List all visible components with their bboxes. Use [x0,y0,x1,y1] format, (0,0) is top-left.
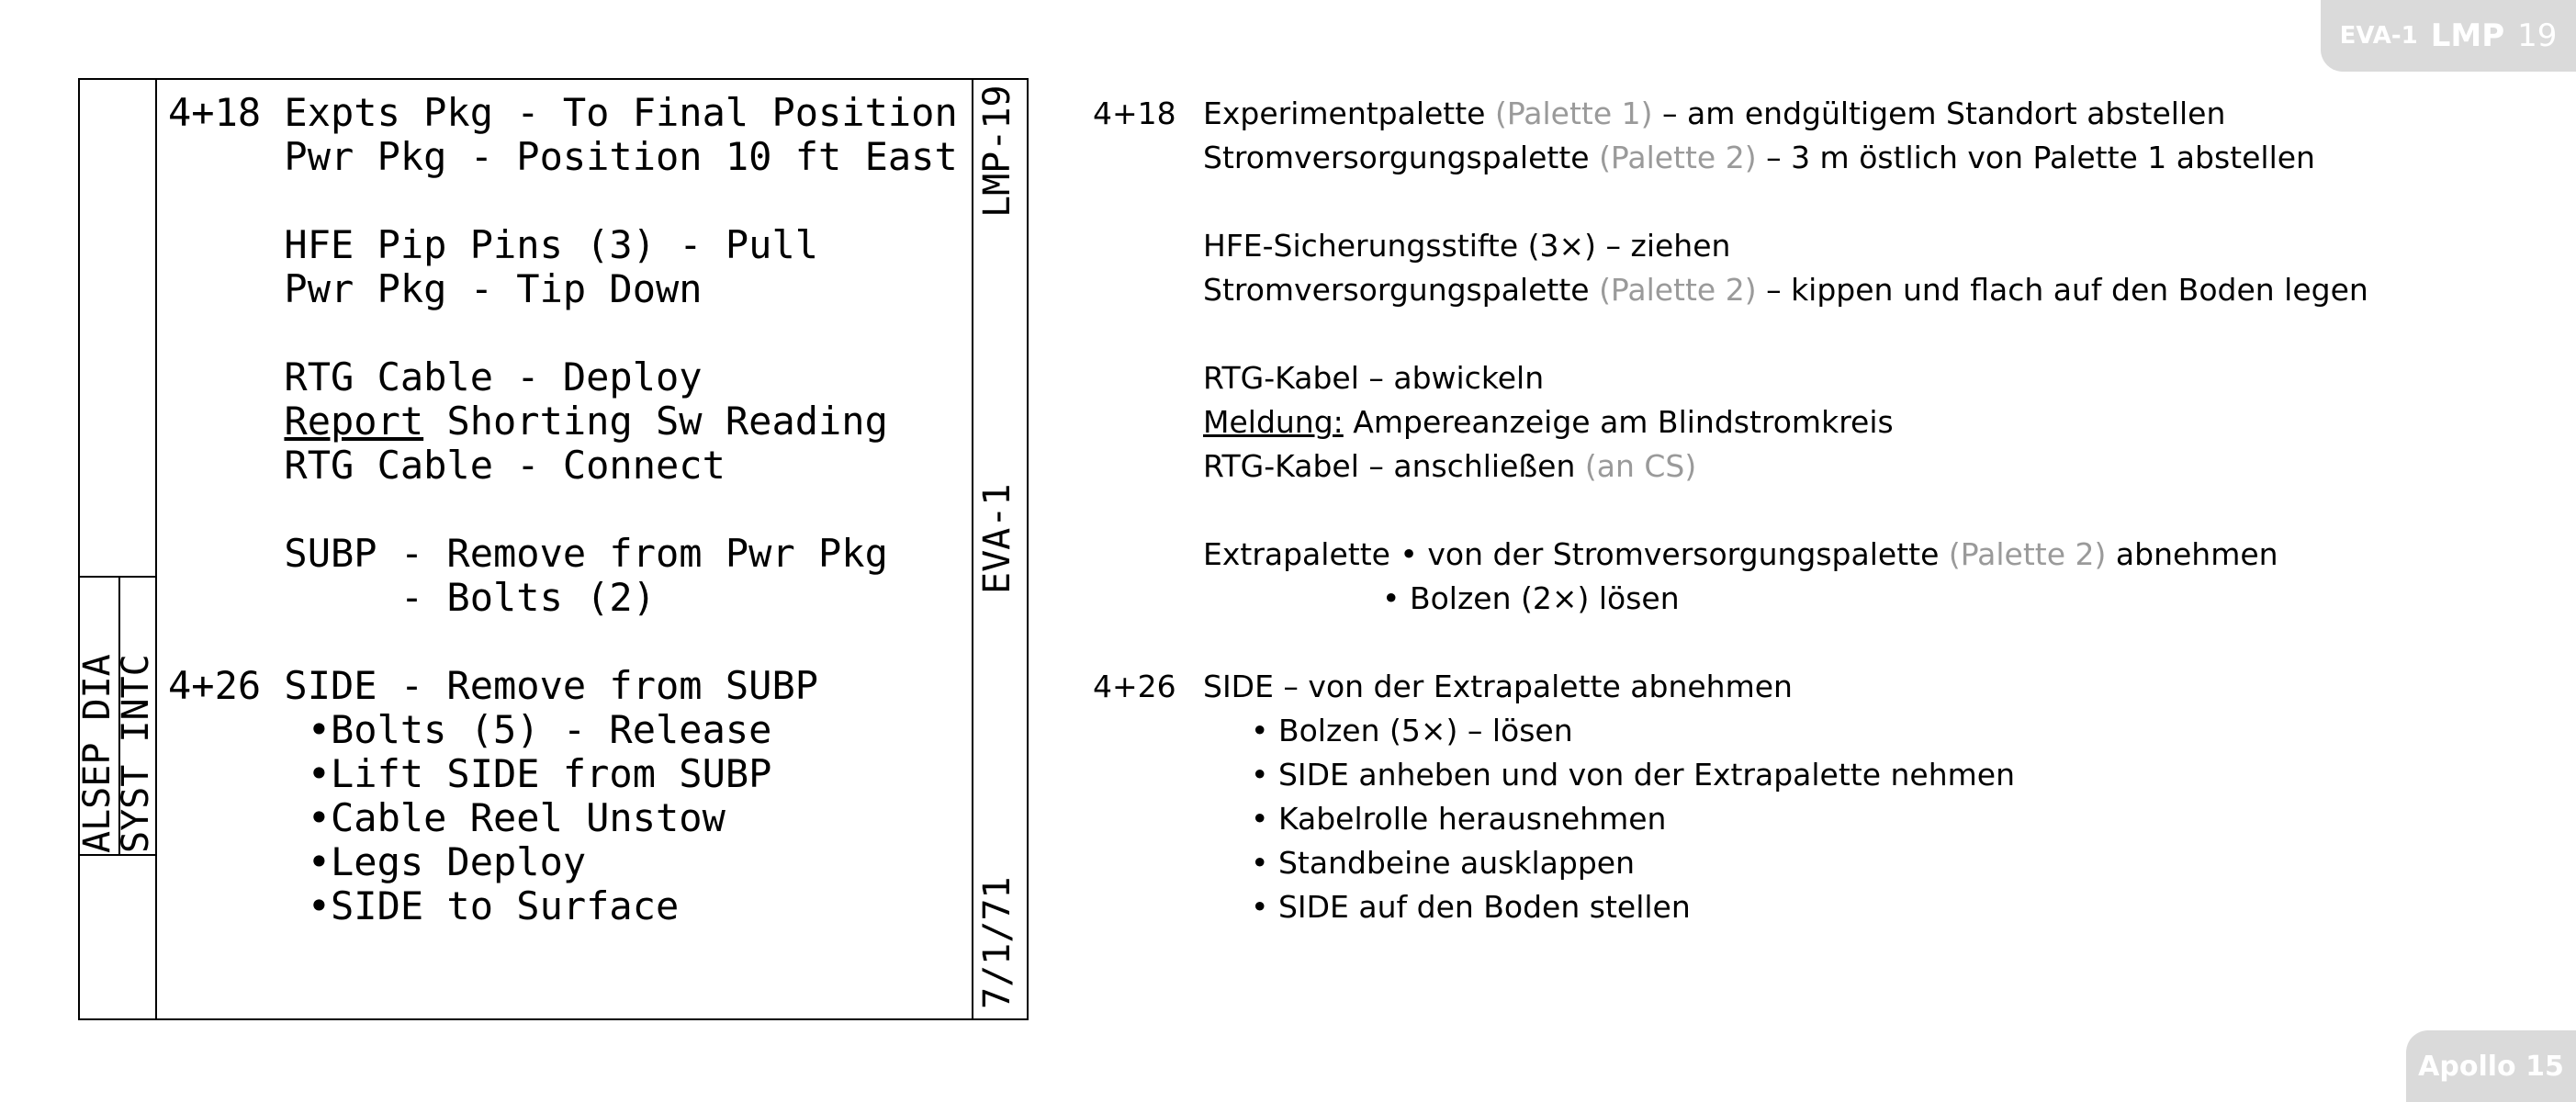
trans-text: • Bolzen (5×) – lösen [1251,713,1573,748]
trans-text: – kippen und flach auf den Boden legen [1756,272,2368,308]
checklist-line: RTG Cable - Connect [168,443,726,488]
checklist-body [168,91,961,928]
checklist-line: Pwr Pkg - Tip Down [168,266,703,311]
card-eva-id: EVA-1 [976,483,1018,594]
tab-label-line1: ALSEP DIA [76,654,118,853]
trans-row [1093,136,2368,180]
section-label: EVA-1 [2339,22,2418,50]
trans-text: – 3 m östlich von Palette 1 abstellen [1756,140,2315,175]
checklist-line: RTG Cable - Deploy [168,354,703,399]
checklist-line: HFE Pip Pins (3) - Pull [168,222,819,267]
trans-text: – am endgültigem Standort abstellen [1652,96,2226,131]
checklist-line: 4+18 Expts Pkg - To Final Position [168,90,958,135]
trans-row [1093,400,2368,444]
trans-text: HFE-Sicherungsstifte (3×) – ziehen [1203,228,1731,264]
checklist-line: •Legs Deploy [168,839,587,884]
tab-label-line2: SYST INTC [115,654,157,853]
trans-text: abnehmen [2106,536,2278,572]
checklist-line [168,488,961,532]
trans-row [1093,797,2368,841]
checklist-line: •SIDE to Surface [168,883,680,928]
trans-text: • Kabelrolle herausnehmen [1251,801,1667,837]
trans-text: • Bolzen (2×) lösen [1382,580,1680,616]
trans-text: Stromversorgungspalette [1203,272,1600,308]
checklist-line [168,620,961,664]
checklist-card [78,78,1029,1020]
crew-label: LMP [2430,17,2505,54]
card-date: 7/1/71 [976,876,1018,1009]
trans-text: • SIDE auf den Boden stellen [1251,889,1691,925]
checklist-line [168,311,961,355]
trans-row [1093,92,2368,136]
trans-row [1093,533,2368,577]
trans-row [1093,444,2368,489]
mission-tag: Apollo 15 [2406,1030,2576,1102]
trans-row [1093,885,2368,929]
trans-note: (Palette 1) [1494,96,1653,131]
alsep-tab [76,576,157,856]
checklist-line: •Lift SIDE from SUBP [168,751,772,796]
page-header-tag [2321,0,2576,72]
trans-row [1093,224,2368,268]
trans-text: Experimentpalette [1203,96,1495,131]
german-translation [1093,92,2368,929]
card-right-margin [972,80,1027,1018]
trans-text: RTG-Kabel – abwickeln [1203,360,1545,396]
report-label: Meldung: [1203,404,1344,440]
checklist-line: 4+26 SIDE - Remove from SUBP [168,663,819,708]
trans-row [1093,665,2368,709]
checklist-line [168,179,961,223]
trans-note: (an CS) [1584,448,1697,484]
time-stamp: 4+26 [1093,669,1176,704]
card-left-margin [76,80,157,1018]
checklist-line: SUBP - Remove from Pwr Pkg [168,531,888,576]
trans-text: SIDE – von der Extrapalette abnehmen [1203,669,1793,704]
trans-row [1093,268,2368,312]
page-number: 19 [2517,17,2558,54]
trans-row [1093,753,2368,797]
trans-text: RTG-Kabel – anschließen [1203,448,1585,484]
trans-row [1093,841,2368,885]
trans-note: (Palette 2) [1948,536,2107,572]
trans-row [1093,709,2368,753]
trans-text: Stromversorgungspalette [1203,140,1600,175]
checklist-line: •Bolts (5) - Release [168,707,772,752]
checklist-line: Report Shorting Sw Reading [284,399,888,444]
checklist-line: - Bolts (2) [168,575,657,620]
checklist-line: Pwr Pkg - Position 10 ft East [168,134,958,179]
card-page-id: LMP-19 [976,84,1018,218]
trans-note: (Palette 2) [1599,272,1757,308]
trans-note: (Palette 2) [1599,140,1757,175]
trans-text: • SIDE anheben und von der Extrapalette nehmen [1251,757,2016,793]
trans-text: • Standbeine ausklappen [1251,845,1635,881]
checklist-line: •Cable Reel Unstow [168,795,726,840]
trans-row [1093,356,2368,400]
trans-text: Ampereanzeige am Blindstromkreis [1343,404,1894,440]
trans-text: Extrapalette • von der Stromversorgungspalette [1203,536,1949,572]
report-word: Report [284,399,424,444]
trans-row [1093,577,2368,621]
time-stamp: 4+18 [1093,96,1176,131]
